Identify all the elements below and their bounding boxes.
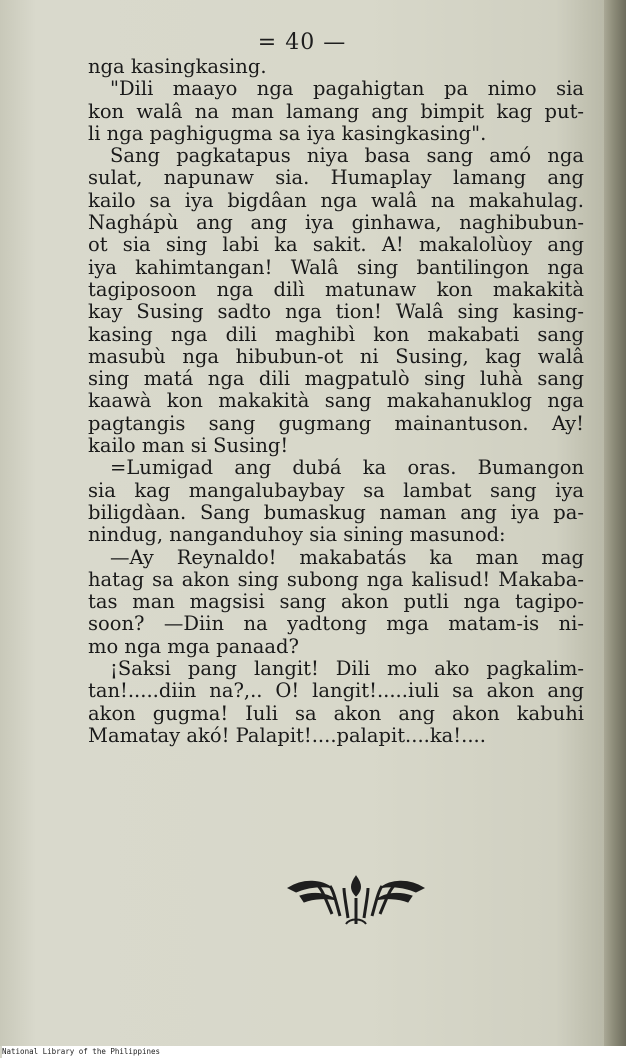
text-line: sia kag mangalubaybay sa lambat sang iya (88, 478, 584, 502)
text-line: iya kahimtangan! Walâ sing bantilingon nga (88, 255, 584, 279)
body-text (88, 56, 584, 747)
text-line: kon walâ na man lamang ang bimpit kag put- (88, 99, 584, 123)
text-line: =Lumigad ang dubá ka oras. Bumangon (110, 456, 584, 480)
text-line: kay Susing sadto nga tion! Walâ sing kasing- (88, 300, 584, 324)
text-line: li nga paghigugma sa iya kasingkasing". (88, 121, 487, 145)
text-line: kaawà kon makakità sang makahanuklog nga (88, 389, 584, 413)
text-line: kailo man si Susing! (88, 434, 289, 458)
text-line: ¡Saksi pang langit! Dili mo ako pagkalim- (110, 657, 584, 681)
text-line: hatag sa akon sing subong nga kalisud! Makaba- (88, 567, 584, 591)
text-line: soon? —Diin na yadtong mga matam-is ni- (88, 612, 584, 636)
text-line: masubù nga hibubun-ot ni Susing, kag walâ (88, 344, 584, 368)
text-line: tan!.....diin na?,.. O! langit!.....iuli sa akon ang (88, 679, 584, 703)
footer-credit: National Library of the Philippines (2, 1046, 626, 1058)
text-line: Naghápù ang ang iya ginhawa, naghibubun- (88, 211, 584, 235)
page-number: = 40 — (257, 30, 347, 55)
text-line: tas man magsisi sang akon putli nga tagipo- (88, 590, 584, 614)
text-line: akon gugma! Iuli sa akon ang akon kabuhi (88, 701, 584, 725)
text-line: pagtangis sang gugmang mainantuson. Ay! (88, 411, 584, 435)
text-line: biligdàan. Sang bumaskug naman ang iya pa- (88, 500, 584, 524)
text-line: kasing nga dili maghibì kon makabati sang (88, 322, 584, 346)
text-line: Mamatay akó! Palapit!....palapit....ka!.... (88, 723, 486, 747)
text-line: kailo sa iya bigdâan nga walâ na makahulag. (88, 188, 584, 212)
text-line: ot sia sing labi ka sakit. A! makalolùoy ang (88, 233, 584, 257)
page-edge-shadow (604, 0, 626, 1046)
text-line: —Ay Reynaldo! makabatás ka man mag (110, 545, 584, 569)
text-line: Sang pagkatapus niya basa sang amó nga (110, 144, 584, 168)
text-line: nindug, nanganduhoy sia sining masunod: (88, 523, 506, 547)
text-line: sing matá nga dili magpatulò sing luhà sang (88, 367, 584, 391)
text-line: sulat, napunaw sia. Humaplay lamang ang (88, 166, 584, 190)
fleuron-ornament-icon (286, 874, 426, 930)
text-line: "Dili maayo nga pagahigtan pa nimo sia (110, 77, 584, 101)
text-line: tagiposoon nga dilì matunaw kon makakità (88, 277, 584, 301)
text-line: nga kasingkasing. (88, 55, 267, 78)
text-line: mo nga mga panaad? (88, 634, 299, 658)
